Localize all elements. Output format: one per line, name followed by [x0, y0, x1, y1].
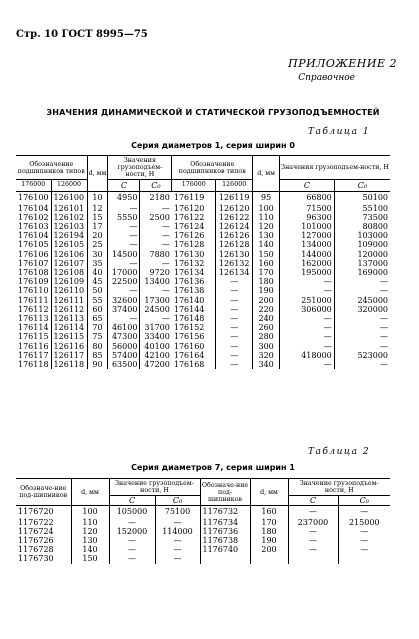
- t1-header-designation-right: Обозначение подшипников типов: [172, 156, 253, 180]
- table-cell: 126119: [216, 192, 253, 204]
- table-cell: 240: [253, 314, 280, 323]
- table-cell: —: [338, 545, 390, 554]
- table-cell: —: [334, 323, 390, 332]
- table-row: [16, 554, 390, 563]
- table-cell: 80800: [334, 222, 390, 231]
- table-cell: 126124: [216, 222, 253, 231]
- table-cell: 1176738: [200, 536, 250, 545]
- table-cell: 134000: [280, 240, 335, 249]
- table-cell: 126132: [216, 259, 253, 268]
- t2-header-C-right: C: [288, 496, 338, 506]
- table-cell: —: [109, 554, 155, 563]
- table-cell: —: [108, 259, 140, 268]
- table-cell: —: [288, 527, 338, 536]
- table-row: [16, 286, 390, 295]
- table-cell: 126122: [216, 213, 253, 222]
- table-cell: 40: [87, 268, 108, 277]
- table2: [16, 478, 390, 564]
- table-cell: —: [140, 222, 172, 231]
- table-cell: 32600: [108, 296, 140, 305]
- table-row: [16, 268, 390, 277]
- table-cell: 176114: [18, 323, 49, 333]
- table-cell: 42100: [140, 351, 172, 360]
- table-cell: 190: [253, 286, 280, 295]
- table-cell: 126110: [51, 286, 87, 295]
- t2-header-value-left: Значение грузоподъем-ности, Н: [109, 479, 200, 496]
- table-cell: 195000: [280, 268, 335, 277]
- table-cell: 110: [71, 518, 109, 527]
- table-cell: 24500: [140, 305, 172, 314]
- table-cell: 176104: [18, 231, 49, 241]
- table-row: [16, 296, 390, 305]
- table1-series-title: Серия диаметров 1, серия ширин 0: [131, 141, 295, 150]
- table-cell: 103000: [334, 231, 390, 240]
- table-cell: 215000: [338, 518, 390, 527]
- table-cell: 1176728: [18, 545, 54, 555]
- table-row: [16, 351, 390, 360]
- table-cell: 523000: [334, 351, 390, 360]
- table-cell: 126109: [51, 277, 87, 286]
- t1-header-value-left: Значения грузоподъем-ности, Н: [108, 156, 172, 180]
- table-cell: 1176720: [18, 507, 54, 517]
- table-cell: 1176740: [200, 545, 250, 554]
- table-cell: 126100: [51, 192, 87, 204]
- table-cell: —: [280, 277, 335, 286]
- table-cell: 126134: [216, 268, 253, 277]
- table-cell: [338, 554, 390, 563]
- table-cell: —: [334, 277, 390, 286]
- table-cell: 20: [87, 231, 108, 240]
- table-cell: —: [216, 351, 253, 360]
- table-cell: —: [216, 286, 253, 295]
- table-cell: 237000: [288, 518, 338, 527]
- table-cell: 170: [250, 518, 288, 527]
- table-cell: —: [140, 259, 172, 268]
- table-cell: 160: [253, 259, 280, 268]
- table-cell: 176109: [18, 277, 49, 287]
- table-row: [16, 332, 390, 341]
- table-cell: —: [216, 323, 253, 332]
- t2-header-designation-right: Обозначе-ние под-шипников: [200, 479, 250, 506]
- table-row: [16, 213, 390, 222]
- table-cell: 126120: [216, 204, 253, 213]
- table-cell: 57400: [108, 351, 140, 360]
- table-cell: 251000: [280, 296, 335, 305]
- table-cell: 176105: [18, 240, 49, 250]
- table-cell: [288, 554, 338, 563]
- table-cell: 144000: [280, 250, 335, 259]
- table-cell: 126108: [51, 268, 87, 277]
- table-cell: 176115: [18, 332, 49, 342]
- table-cell: [200, 554, 250, 563]
- table-cell: 17000: [108, 268, 140, 277]
- table-cell: 306000: [280, 305, 335, 314]
- table-cell: 65: [87, 314, 108, 323]
- table-cell: —: [108, 204, 140, 213]
- table-cell: 176152: [173, 323, 205, 333]
- table-cell: 200: [253, 296, 280, 305]
- table-row: [16, 360, 390, 369]
- t2-header-d-left: d, мм: [71, 479, 109, 506]
- table-row: [16, 323, 390, 332]
- table-cell: 176108: [18, 267, 49, 277]
- table-cell: 126118: [51, 360, 87, 369]
- table-cell: 176112: [18, 304, 49, 314]
- table-row: [16, 545, 390, 554]
- table-cell: —: [140, 240, 172, 249]
- table-row: [16, 527, 390, 536]
- table-cell: 47200: [140, 360, 172, 369]
- table-cell: 190: [250, 536, 288, 545]
- table-cell: —: [280, 342, 335, 351]
- table-cell: 176128: [173, 240, 205, 250]
- t1-header-d-right: d, мм: [253, 156, 280, 192]
- table-cell: 90: [87, 360, 108, 369]
- table-cell: 245000: [334, 296, 390, 305]
- table-cell: —: [216, 305, 253, 314]
- table-cell: 176130: [173, 249, 205, 259]
- table-cell: 80: [87, 342, 108, 351]
- table-cell: 180: [250, 527, 288, 536]
- table-cell: 176111: [18, 295, 49, 305]
- table-cell: 150: [253, 250, 280, 259]
- table-row: [16, 277, 390, 286]
- table-cell: 126114: [51, 323, 87, 332]
- table-cell: —: [108, 314, 140, 323]
- table-row: [16, 259, 390, 268]
- table-cell: 1176736: [200, 527, 250, 536]
- table-cell: 176164: [173, 350, 205, 360]
- table-cell: —: [280, 332, 335, 341]
- table-cell: 130: [253, 231, 280, 240]
- t2-header-value-right: Значение грузоподъем-ности, Н: [288, 479, 390, 496]
- t2-header-designation-left: Обозначе-ние под-шипников: [19, 485, 68, 499]
- table-cell: 176144: [173, 304, 205, 314]
- table-cell: 176107: [18, 258, 49, 268]
- table-cell: —: [109, 536, 155, 545]
- table-cell: —: [334, 360, 390, 369]
- table-cell: 120: [253, 222, 280, 231]
- table-cell: 100: [253, 204, 280, 213]
- t1-header-C-left: C: [108, 180, 140, 192]
- table-cell: —: [155, 518, 200, 527]
- table-cell: 120: [71, 527, 109, 536]
- table-row: [16, 204, 390, 213]
- table-cell: —: [109, 545, 155, 554]
- t1-header-C0-left: C₀: [140, 180, 172, 192]
- table-cell: —: [334, 342, 390, 351]
- table-cell: 126101: [51, 204, 87, 213]
- table-cell: —: [288, 536, 338, 545]
- table-cell: 114000: [155, 527, 200, 536]
- table-cell: —: [338, 527, 390, 536]
- t1-header-d-left: d, мм: [87, 156, 108, 192]
- table-cell: 95: [253, 192, 280, 204]
- t1-header-type2: 126000: [51, 180, 87, 190]
- table-cell: —: [140, 314, 172, 323]
- table-cell: 320: [253, 351, 280, 360]
- table-cell: 31700: [140, 323, 172, 332]
- table-cell: 126106: [51, 250, 87, 259]
- table-cell: —: [216, 314, 253, 323]
- table2-series-title: Серия диаметров 7, серия ширин 1: [131, 463, 295, 472]
- table-cell: 30: [87, 250, 108, 259]
- table-cell: 55: [87, 296, 108, 305]
- table-cell: 176120: [173, 203, 205, 213]
- table-cell: —: [334, 332, 390, 341]
- t2-header-C0-right: C₀: [338, 496, 390, 506]
- table-cell: —: [140, 204, 172, 213]
- table-cell: —: [108, 240, 140, 249]
- table-cell: 126115: [51, 332, 87, 341]
- table-cell: —: [216, 360, 253, 369]
- table-row: [16, 250, 390, 259]
- table-cell: 176156: [173, 332, 205, 342]
- table-cell: —: [280, 286, 335, 295]
- table-cell: —: [216, 332, 253, 341]
- table-cell: —: [216, 342, 253, 351]
- table-cell: 176136: [173, 277, 205, 287]
- table-cell: 5550: [108, 213, 140, 222]
- table-cell: 176132: [173, 258, 205, 268]
- table-cell: 25: [87, 240, 108, 249]
- table-cell: 176104: [18, 203, 49, 213]
- table-cell: 170: [253, 268, 280, 277]
- table-cell: —: [155, 545, 200, 554]
- table-row: [16, 305, 390, 314]
- t1-header-type1: 176000: [16, 180, 51, 190]
- table-cell: —: [140, 231, 172, 240]
- table-cell: 22500: [108, 277, 140, 286]
- table-cell: 280: [253, 332, 280, 341]
- table-cell: 140: [253, 240, 280, 249]
- table-cell: 418000: [280, 351, 335, 360]
- table-cell: 180: [253, 277, 280, 286]
- table-cell: 176117: [18, 350, 49, 360]
- table-cell: 56000: [108, 342, 140, 351]
- t2-header-C-left: C: [109, 496, 155, 506]
- table-cell: 130: [71, 536, 109, 545]
- table-cell: —: [338, 536, 390, 545]
- table-cell: 220: [253, 305, 280, 314]
- table-cell: 75100: [155, 506, 200, 518]
- table-cell: 100: [71, 506, 109, 518]
- table-cell: 71500: [280, 204, 335, 213]
- table-cell: 40100: [140, 342, 172, 351]
- table-row: [16, 342, 390, 351]
- table-cell: 300: [253, 342, 280, 351]
- t1-header-type2-r: 126000: [216, 180, 253, 190]
- table-cell: 120000: [334, 250, 390, 259]
- table-cell: 1176734: [200, 518, 250, 527]
- table-cell: 12: [87, 204, 108, 213]
- table-cell: 17: [87, 222, 108, 231]
- table-cell: 126102: [51, 213, 87, 222]
- table-cell: 126130: [216, 250, 253, 259]
- table-cell: —: [288, 545, 338, 554]
- t1-header-value-right: Значения грузоподъем-ности, Н: [280, 156, 390, 180]
- table-cell: 176118: [18, 359, 49, 369]
- table-cell: 101000: [280, 222, 335, 231]
- table-cell: 70: [87, 323, 108, 332]
- table-cell: 176100: [18, 193, 49, 203]
- table-cell: 33400: [140, 332, 172, 341]
- table-cell: 63500: [108, 360, 140, 369]
- table-cell: 1176726: [18, 535, 54, 545]
- table-cell: 9720: [140, 268, 172, 277]
- table-cell: [250, 554, 288, 563]
- t1-header-type1-r: 176000: [172, 180, 216, 190]
- table-cell: 176122: [173, 212, 205, 222]
- table-cell: 169000: [334, 268, 390, 277]
- table-cell: 126128: [216, 240, 253, 249]
- table-row: [16, 536, 390, 545]
- table2-label: Таблица 2: [308, 447, 371, 457]
- table-cell: 110: [253, 213, 280, 222]
- table-cell: 176148: [173, 313, 205, 323]
- table-cell: 47300: [108, 332, 140, 341]
- table-cell: 46100: [108, 323, 140, 332]
- table-cell: 60: [87, 305, 108, 314]
- table-cell: 126116: [51, 342, 87, 351]
- table-cell: —: [280, 314, 335, 323]
- table-cell: 152000: [109, 527, 155, 536]
- t2-header-C0-left: C₀: [155, 496, 200, 506]
- table-cell: 176124: [173, 221, 205, 231]
- table-cell: 15: [87, 213, 108, 222]
- table-cell: 126103: [51, 222, 87, 231]
- table-cell: 14500: [108, 250, 140, 259]
- table-cell: 17300: [140, 296, 172, 305]
- table-cell: 320000: [334, 305, 390, 314]
- table-cell: 126107: [51, 259, 87, 268]
- table-cell: 176140: [173, 295, 205, 305]
- table-cell: 176113: [18, 313, 49, 323]
- table-cell: 85: [87, 351, 108, 360]
- table-row: [16, 240, 390, 249]
- table-cell: 176126: [173, 231, 205, 241]
- table-cell: —: [334, 314, 390, 323]
- table-cell: 126113: [51, 314, 87, 323]
- table-cell: 176134: [173, 267, 205, 277]
- table-row: [16, 518, 390, 527]
- table-cell: 1176730: [18, 554, 54, 564]
- table-cell: 160: [250, 506, 288, 518]
- table-cell: 176168: [173, 359, 205, 369]
- table-cell: —: [216, 296, 253, 305]
- table-cell: 50: [87, 286, 108, 295]
- table-cell: 176106: [18, 249, 49, 259]
- table-cell: 105000: [109, 506, 155, 518]
- table-cell: 73500: [334, 213, 390, 222]
- table-cell: 1176722: [18, 517, 54, 527]
- table-row: [16, 222, 390, 231]
- table-cell: 66800: [280, 192, 335, 204]
- table-cell: 176160: [173, 341, 205, 351]
- appendix-title: ПРИЛОЖЕНИЕ 2: [288, 57, 397, 70]
- table-cell: 2500: [140, 213, 172, 222]
- table-cell: 162000: [280, 259, 335, 268]
- table1-label: Таблица 1: [308, 127, 371, 137]
- table-cell: 126126: [216, 231, 253, 240]
- table-cell: 35: [87, 259, 108, 268]
- table-cell: —: [280, 323, 335, 332]
- document-title: ЗНАЧЕНИЯ ДИНАМИЧЕСКОЙ И СТАТИЧЕСКОЙ ГРУЗОПОДЪЕМНОСТЕЙ: [46, 108, 380, 117]
- table-cell: 176103: [18, 221, 49, 231]
- table-cell: 13400: [140, 277, 172, 286]
- t1-header-designation-left: Обозначение подшипников типов: [17, 160, 85, 175]
- table-cell: 127000: [280, 231, 335, 240]
- table-cell: 137000: [334, 259, 390, 268]
- table1: [16, 155, 390, 369]
- table-cell: 126112: [51, 305, 87, 314]
- table-cell: 55100: [334, 204, 390, 213]
- table-cell: 126194: [51, 231, 87, 240]
- table-cell: 126117: [51, 351, 87, 360]
- table-cell: —: [216, 277, 253, 286]
- table-cell: —: [140, 286, 172, 295]
- table-cell: 75: [87, 332, 108, 341]
- table-row: [16, 231, 390, 240]
- table-cell: 176119: [173, 193, 205, 203]
- table-cell: —: [108, 222, 140, 231]
- table-row: [16, 192, 390, 204]
- table-cell: —: [334, 286, 390, 295]
- table-cell: 37400: [108, 305, 140, 314]
- table-cell: 109000: [334, 240, 390, 249]
- table-cell: 126105: [51, 240, 87, 249]
- table-cell: 1176724: [18, 526, 54, 536]
- t1-header-C-right: C: [280, 180, 335, 192]
- table-cell: —: [108, 231, 140, 240]
- table-cell: 45: [87, 277, 108, 286]
- table-cell: 176102: [18, 212, 49, 222]
- table-row: [16, 314, 390, 323]
- table-row: [16, 506, 390, 518]
- table-cell: —: [109, 518, 155, 527]
- table-cell: 340: [253, 360, 280, 369]
- t1-header-C0-right: C₀: [334, 180, 390, 192]
- table-cell: 176116: [18, 341, 49, 351]
- table-cell: 200: [250, 545, 288, 554]
- table-cell: 4950: [108, 192, 140, 204]
- table-cell: 176110: [18, 286, 49, 296]
- table-cell: 96300: [280, 213, 335, 222]
- t2-header-d-right: d, мм: [250, 479, 288, 506]
- table-cell: 7880: [140, 250, 172, 259]
- table-cell: 1176732: [200, 506, 250, 518]
- table-cell: —: [338, 506, 390, 518]
- table-cell: —: [108, 286, 140, 295]
- table-cell: —: [155, 554, 200, 563]
- table-cell: 150: [71, 554, 109, 563]
- table-cell: —: [280, 360, 335, 369]
- table-cell: 10: [87, 192, 108, 204]
- table-cell: —: [288, 506, 338, 518]
- table-cell: 2180: [140, 192, 172, 204]
- table-cell: 176138: [173, 286, 205, 296]
- page-header: Стр. 10 ГОСТ 8995—75: [16, 29, 148, 40]
- table-cell: 50100: [334, 192, 390, 204]
- table-cell: 140: [71, 545, 109, 554]
- table-cell: —: [155, 536, 200, 545]
- table-cell: 126111: [51, 296, 87, 305]
- table-cell: 260: [253, 323, 280, 332]
- appendix-subtitle: Справочное: [298, 73, 355, 83]
